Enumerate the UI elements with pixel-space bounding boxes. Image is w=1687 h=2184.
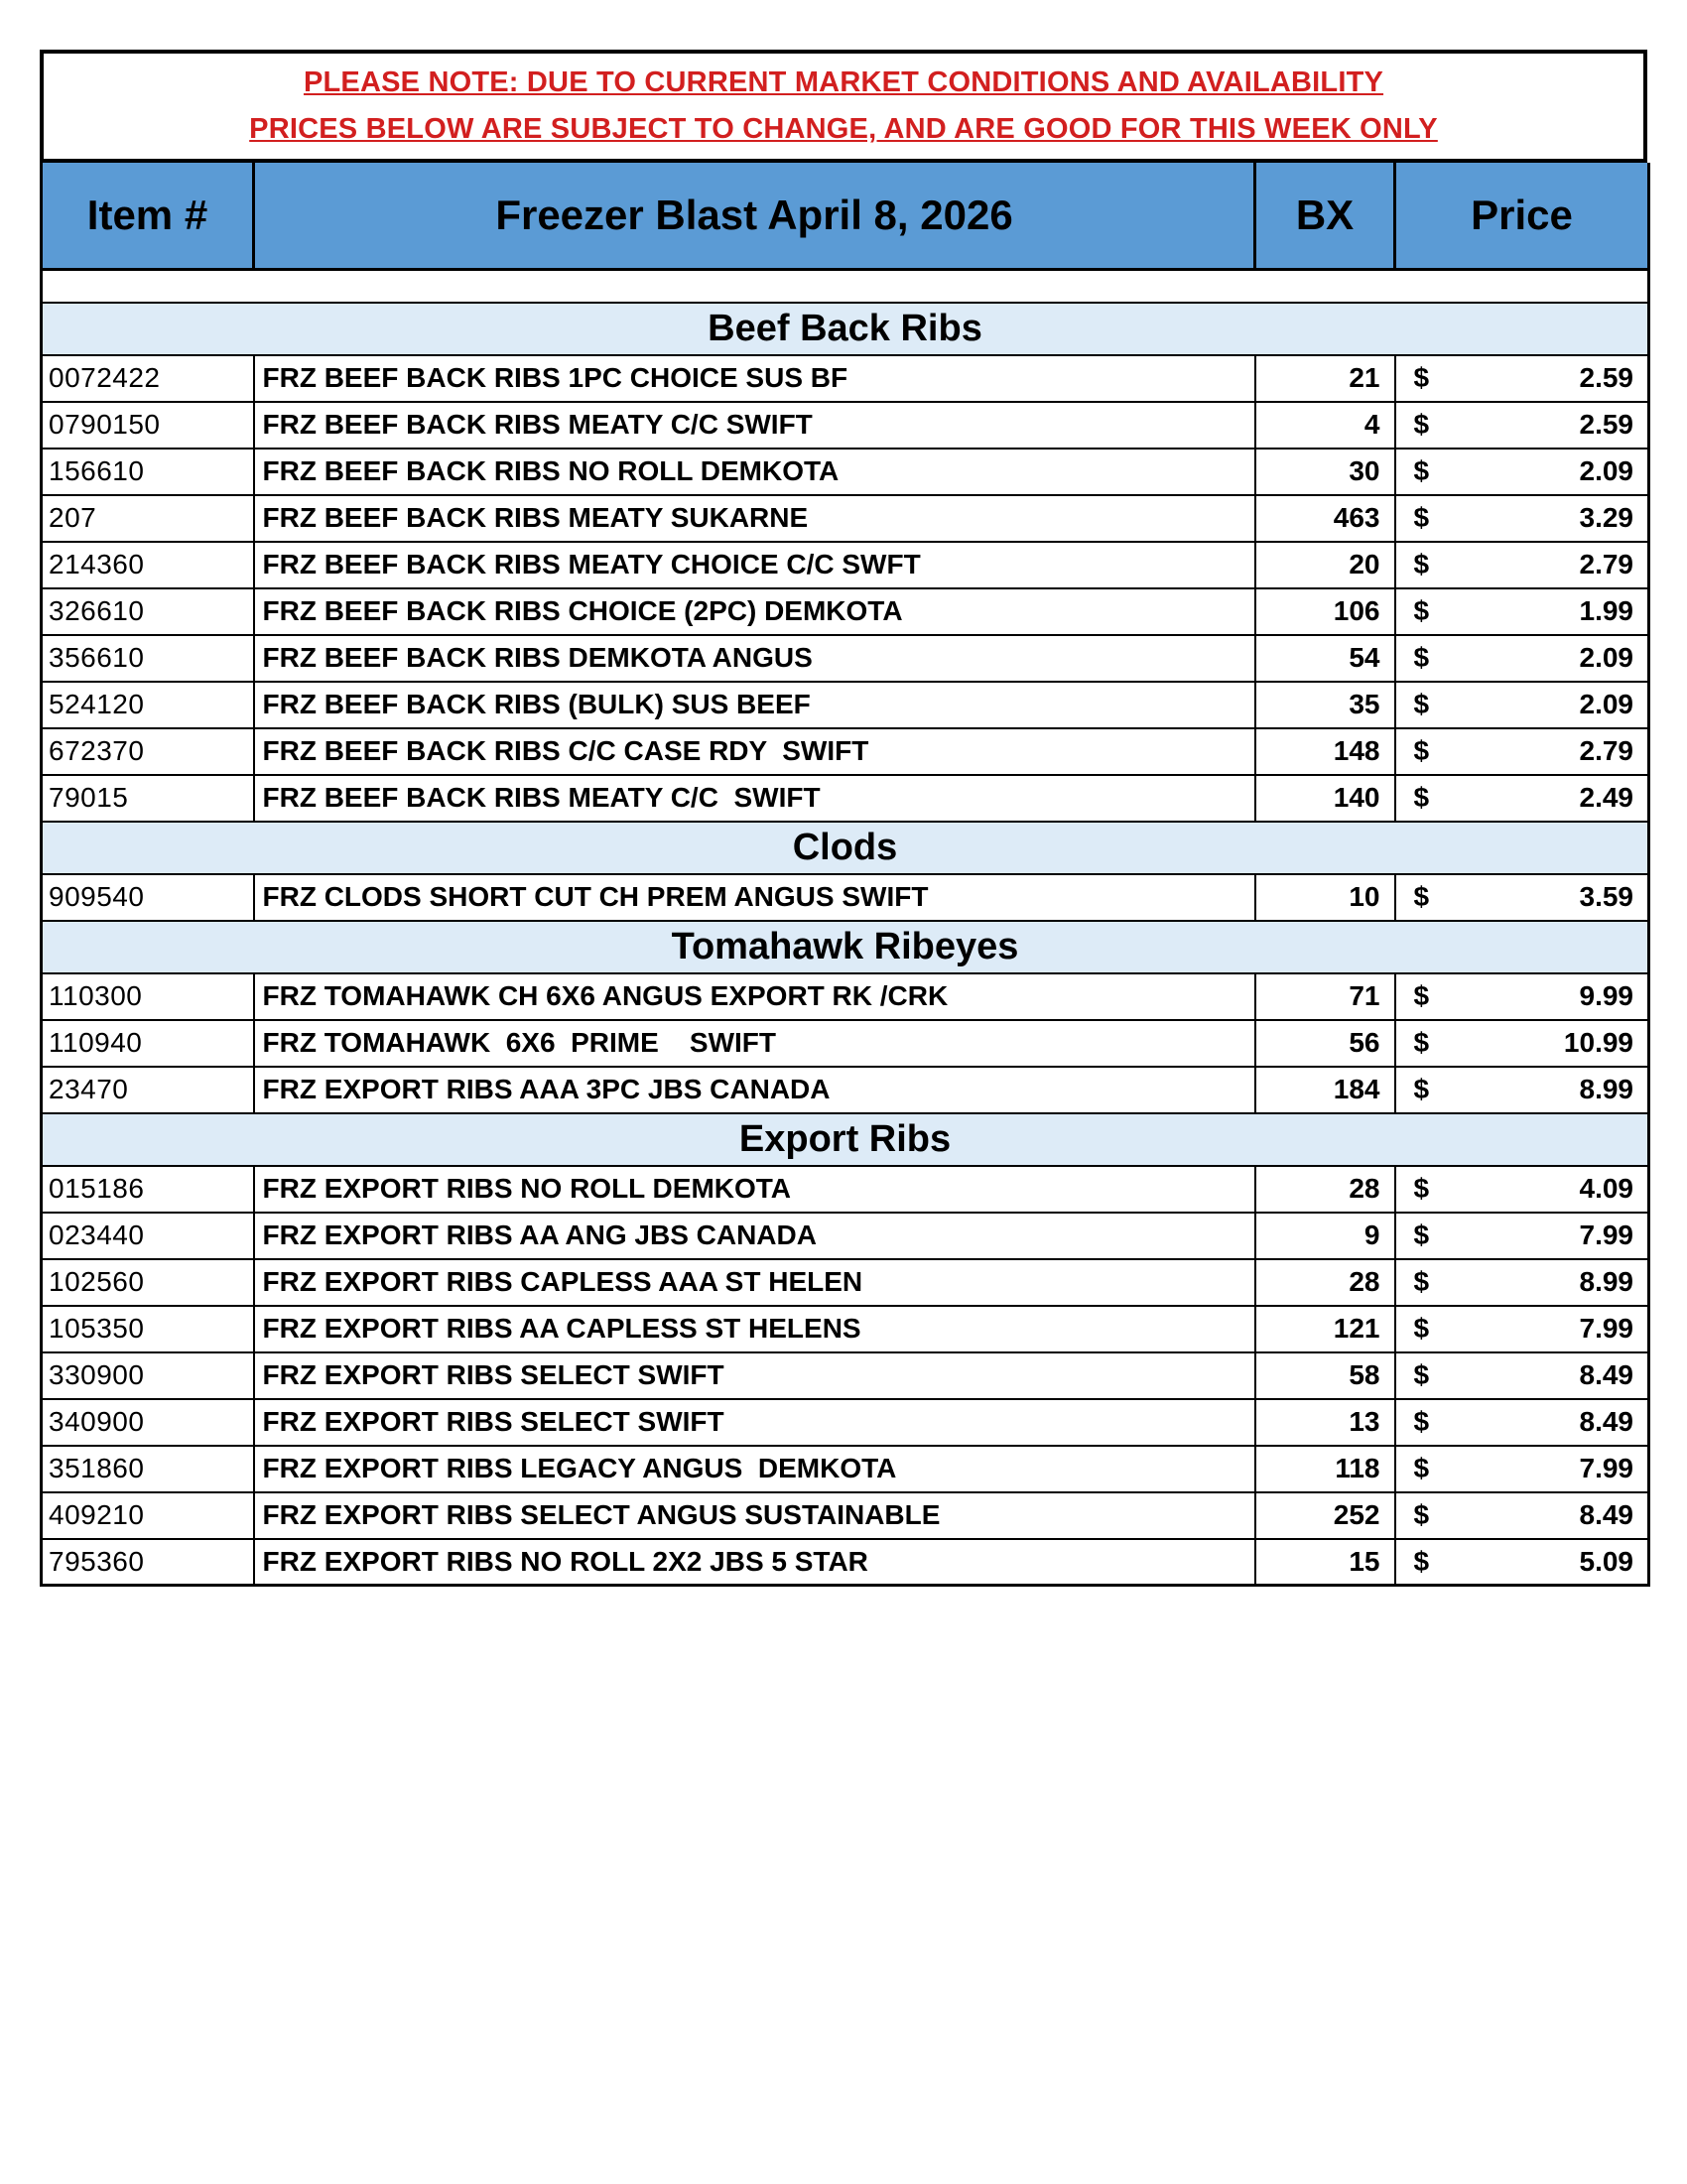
currency-symbol: $ bbox=[1413, 1313, 1430, 1344]
price-value: 8.49 bbox=[1579, 1359, 1633, 1390]
item-number: 909540 bbox=[42, 874, 254, 921]
price-value: 2.59 bbox=[1579, 362, 1633, 393]
currency-symbol: $ bbox=[1413, 502, 1430, 533]
price-cell bbox=[1395, 874, 1649, 921]
box-count: 56 bbox=[1255, 1020, 1395, 1067]
price-cell bbox=[1395, 588, 1649, 635]
box-count: 106 bbox=[1255, 588, 1395, 635]
item-number: 351860 bbox=[42, 1446, 254, 1492]
item-number: 207 bbox=[42, 495, 254, 542]
currency-symbol: $ bbox=[1413, 1074, 1430, 1104]
table-row bbox=[42, 728, 1649, 775]
box-count: 10 bbox=[1255, 874, 1395, 921]
item-number: 524120 bbox=[42, 682, 254, 728]
price-value: 1.99 bbox=[1579, 595, 1633, 626]
box-count: 121 bbox=[1255, 1306, 1395, 1352]
currency-symbol: $ bbox=[1413, 1173, 1430, 1204]
price-value: 8.99 bbox=[1579, 1266, 1633, 1297]
section-title: Tomahawk Ribeyes bbox=[42, 921, 1649, 973]
item-number: 326610 bbox=[42, 588, 254, 635]
item-number: 110300 bbox=[42, 973, 254, 1020]
price-cell bbox=[1395, 1067, 1649, 1113]
table-row bbox=[42, 1352, 1649, 1399]
box-count: 13 bbox=[1255, 1399, 1395, 1446]
price-value: 9.99 bbox=[1579, 980, 1633, 1011]
table-row bbox=[42, 973, 1649, 1020]
price-value: 2.09 bbox=[1579, 642, 1633, 673]
price-value: 10.99 bbox=[1563, 1027, 1633, 1058]
item-description: FRZ BEEF BACK RIBS MEATY C/C SWIFT bbox=[254, 775, 1255, 822]
section-row bbox=[42, 1113, 1649, 1166]
currency-symbol: $ bbox=[1413, 642, 1430, 673]
price-cell bbox=[1395, 402, 1649, 449]
table-row bbox=[42, 542, 1649, 588]
price-value: 2.79 bbox=[1579, 549, 1633, 579]
currency-symbol: $ bbox=[1413, 595, 1430, 626]
table-row bbox=[42, 1399, 1649, 1446]
price-value: 7.99 bbox=[1579, 1313, 1633, 1344]
currency-symbol: $ bbox=[1413, 782, 1430, 813]
market-notice bbox=[40, 50, 1647, 163]
currency-symbol: $ bbox=[1413, 1220, 1430, 1250]
item-description: FRZ EXPORT RIBS SELECT SWIFT bbox=[254, 1352, 1255, 1399]
price-value: 7.99 bbox=[1579, 1220, 1633, 1250]
price-value: 8.49 bbox=[1579, 1499, 1633, 1530]
table-row bbox=[42, 1067, 1649, 1113]
table-row bbox=[42, 874, 1649, 921]
item-number: 79015 bbox=[42, 775, 254, 822]
table-row bbox=[42, 1020, 1649, 1067]
price-cell bbox=[1395, 682, 1649, 728]
box-count: 463 bbox=[1255, 495, 1395, 542]
table-row bbox=[42, 1166, 1649, 1213]
price-cell bbox=[1395, 1213, 1649, 1259]
item-description: FRZ EXPORT RIBS AAA 3PC JBS CANADA bbox=[254, 1067, 1255, 1113]
price-cell bbox=[1395, 1020, 1649, 1067]
price-cell bbox=[1395, 728, 1649, 775]
table-row bbox=[42, 495, 1649, 542]
table-row bbox=[42, 449, 1649, 495]
box-count: 4 bbox=[1255, 402, 1395, 449]
item-number: 015186 bbox=[42, 1166, 254, 1213]
header-price: Price bbox=[1395, 163, 1649, 270]
table-row bbox=[42, 1492, 1649, 1539]
price-cell bbox=[1395, 1306, 1649, 1352]
currency-symbol: $ bbox=[1413, 689, 1430, 719]
item-description: FRZ EXPORT RIBS SELECT ANGUS SUSTAINABLE bbox=[254, 1492, 1255, 1539]
table-row bbox=[42, 1259, 1649, 1306]
item-number: 330900 bbox=[42, 1352, 254, 1399]
price-cell bbox=[1395, 1492, 1649, 1539]
item-description: FRZ EXPORT RIBS AA CAPLESS ST HELENS bbox=[254, 1306, 1255, 1352]
item-description: FRZ BEEF BACK RIBS 1PC CHOICE SUS BF bbox=[254, 355, 1255, 402]
box-count: 118 bbox=[1255, 1446, 1395, 1492]
price-cell bbox=[1395, 1399, 1649, 1446]
price-value: 7.99 bbox=[1579, 1453, 1633, 1483]
price-value: 2.79 bbox=[1579, 735, 1633, 766]
item-description: FRZ CLODS SHORT CUT CH PREM ANGUS SWIFT bbox=[254, 874, 1255, 921]
item-number: 0790150 bbox=[42, 402, 254, 449]
currency-symbol: $ bbox=[1413, 1359, 1430, 1390]
price-value: 4.09 bbox=[1579, 1173, 1633, 1204]
item-description: FRZ BEEF BACK RIBS C/C CASE RDY SWIFT bbox=[254, 728, 1255, 775]
table-row bbox=[42, 355, 1649, 402]
price-cell bbox=[1395, 355, 1649, 402]
item-description: FRZ EXPORT RIBS NO ROLL DEMKOTA bbox=[254, 1166, 1255, 1213]
price-cell bbox=[1395, 542, 1649, 588]
table-row bbox=[42, 402, 1649, 449]
currency-symbol: $ bbox=[1413, 980, 1430, 1011]
price-value: 5.09 bbox=[1579, 1545, 1633, 1577]
box-count: 140 bbox=[1255, 775, 1395, 822]
item-description: FRZ BEEF BACK RIBS (BULK) SUS BEEF bbox=[254, 682, 1255, 728]
price-value: 2.49 bbox=[1579, 782, 1633, 813]
box-count: 28 bbox=[1255, 1259, 1395, 1306]
table-row bbox=[42, 1539, 1649, 1586]
currency-symbol: $ bbox=[1413, 1027, 1430, 1058]
item-description: FRZ TOMAHAWK 6X6 PRIME SWIFT bbox=[254, 1020, 1255, 1067]
price-value: 8.49 bbox=[1579, 1406, 1633, 1437]
item-description: FRZ EXPORT RIBS SELECT SWIFT bbox=[254, 1399, 1255, 1446]
price-cell bbox=[1395, 1539, 1649, 1586]
item-number: 795360 bbox=[42, 1539, 254, 1586]
section-row bbox=[42, 921, 1649, 973]
item-description: FRZ EXPORT RIBS NO ROLL 2X2 JBS 5 STAR bbox=[254, 1539, 1255, 1586]
currency-symbol: $ bbox=[1413, 735, 1430, 766]
header-item: Item # bbox=[42, 163, 254, 270]
header-title: Freezer Blast April 8, 2026 bbox=[254, 163, 1255, 270]
box-count: 58 bbox=[1255, 1352, 1395, 1399]
price-cell bbox=[1395, 495, 1649, 542]
item-number: 214360 bbox=[42, 542, 254, 588]
item-description: FRZ BEEF BACK RIBS NO ROLL DEMKOTA bbox=[254, 449, 1255, 495]
table-row bbox=[42, 588, 1649, 635]
table-row bbox=[42, 635, 1649, 682]
item-number: 356610 bbox=[42, 635, 254, 682]
box-count: 9 bbox=[1255, 1213, 1395, 1259]
section-title: Clods bbox=[42, 822, 1649, 874]
currency-symbol: $ bbox=[1413, 1406, 1430, 1437]
price-table bbox=[40, 163, 1650, 1587]
item-description: FRZ BEEF BACK RIBS CHOICE (2PC) DEMKOTA bbox=[254, 588, 1255, 635]
item-number: 0072422 bbox=[42, 355, 254, 402]
table-row bbox=[42, 1213, 1649, 1259]
currency-symbol: $ bbox=[1413, 409, 1430, 440]
box-count: 71 bbox=[1255, 973, 1395, 1020]
price-value: 2.09 bbox=[1579, 689, 1633, 719]
box-count: 20 bbox=[1255, 542, 1395, 588]
notice-line-1: PLEASE NOTE: DUE TO CURRENT MARKET CONDITIONS AND AVAILABILITY bbox=[303, 66, 1384, 98]
item-number: 110940 bbox=[42, 1020, 254, 1067]
currency-symbol: $ bbox=[1413, 455, 1430, 486]
table-row bbox=[42, 682, 1649, 728]
currency-symbol: $ bbox=[1413, 881, 1430, 912]
box-count: 28 bbox=[1255, 1166, 1395, 1213]
currency-symbol: $ bbox=[1413, 1266, 1430, 1297]
item-number: 102560 bbox=[42, 1259, 254, 1306]
item-number: 340900 bbox=[42, 1399, 254, 1446]
section-title: Beef Back Ribs bbox=[42, 303, 1649, 355]
item-description: FRZ BEEF BACK RIBS MEATY SUKARNE bbox=[254, 495, 1255, 542]
item-number: 409210 bbox=[42, 1492, 254, 1539]
price-cell bbox=[1395, 973, 1649, 1020]
table-row bbox=[42, 1446, 1649, 1492]
table-row bbox=[42, 1306, 1649, 1352]
box-count: 148 bbox=[1255, 728, 1395, 775]
box-count: 54 bbox=[1255, 635, 1395, 682]
item-description: FRZ EXPORT RIBS AA ANG JBS CANADA bbox=[254, 1213, 1255, 1259]
spacer-row bbox=[42, 270, 1649, 303]
price-value: 8.99 bbox=[1579, 1074, 1633, 1104]
item-number: 672370 bbox=[42, 728, 254, 775]
section-title: Export Ribs bbox=[42, 1113, 1649, 1166]
price-value: 2.59 bbox=[1579, 409, 1633, 440]
price-cell bbox=[1395, 1166, 1649, 1213]
price-value: 3.29 bbox=[1579, 502, 1633, 533]
item-description: FRZ BEEF BACK RIBS MEATY CHOICE C/C SWFT bbox=[254, 542, 1255, 588]
item-number: 023440 bbox=[42, 1213, 254, 1259]
price-cell bbox=[1395, 635, 1649, 682]
currency-symbol: $ bbox=[1413, 549, 1430, 579]
table-row bbox=[42, 775, 1649, 822]
section-row bbox=[42, 822, 1649, 874]
section-row bbox=[42, 303, 1649, 355]
currency-symbol: $ bbox=[1413, 362, 1430, 393]
price-sheet bbox=[40, 50, 1647, 1587]
item-number: 105350 bbox=[42, 1306, 254, 1352]
price-cell bbox=[1395, 449, 1649, 495]
box-count: 184 bbox=[1255, 1067, 1395, 1113]
item-number: 23470 bbox=[42, 1067, 254, 1113]
header-row bbox=[42, 163, 1649, 270]
box-count: 30 bbox=[1255, 449, 1395, 495]
item-description: FRZ TOMAHAWK CH 6X6 ANGUS EXPORT RK /CRK bbox=[254, 973, 1255, 1020]
price-cell bbox=[1395, 1446, 1649, 1492]
item-description: FRZ EXPORT RIBS CAPLESS AAA ST HELEN bbox=[254, 1259, 1255, 1306]
header-bx: BX bbox=[1255, 163, 1395, 270]
price-cell bbox=[1395, 1352, 1649, 1399]
item-number: 156610 bbox=[42, 449, 254, 495]
box-count: 35 bbox=[1255, 682, 1395, 728]
box-count: 15 bbox=[1255, 1539, 1395, 1586]
notice-line-2: PRICES BELOW ARE SUBJECT TO CHANGE, AND ARE GOOD FOR THIS WEEK ONLY bbox=[249, 113, 1438, 145]
currency-symbol: $ bbox=[1413, 1545, 1430, 1577]
box-count: 21 bbox=[1255, 355, 1395, 402]
item-description: FRZ BEEF BACK RIBS DEMKOTA ANGUS bbox=[254, 635, 1255, 682]
item-description: FRZ EXPORT RIBS LEGACY ANGUS DEMKOTA bbox=[254, 1446, 1255, 1492]
currency-symbol: $ bbox=[1413, 1453, 1430, 1483]
currency-symbol: $ bbox=[1413, 1499, 1430, 1530]
price-value: 3.59 bbox=[1579, 881, 1633, 912]
box-count: 252 bbox=[1255, 1492, 1395, 1539]
price-value: 2.09 bbox=[1579, 455, 1633, 486]
item-description: FRZ BEEF BACK RIBS MEATY C/C SWIFT bbox=[254, 402, 1255, 449]
price-cell bbox=[1395, 1259, 1649, 1306]
price-cell bbox=[1395, 775, 1649, 822]
